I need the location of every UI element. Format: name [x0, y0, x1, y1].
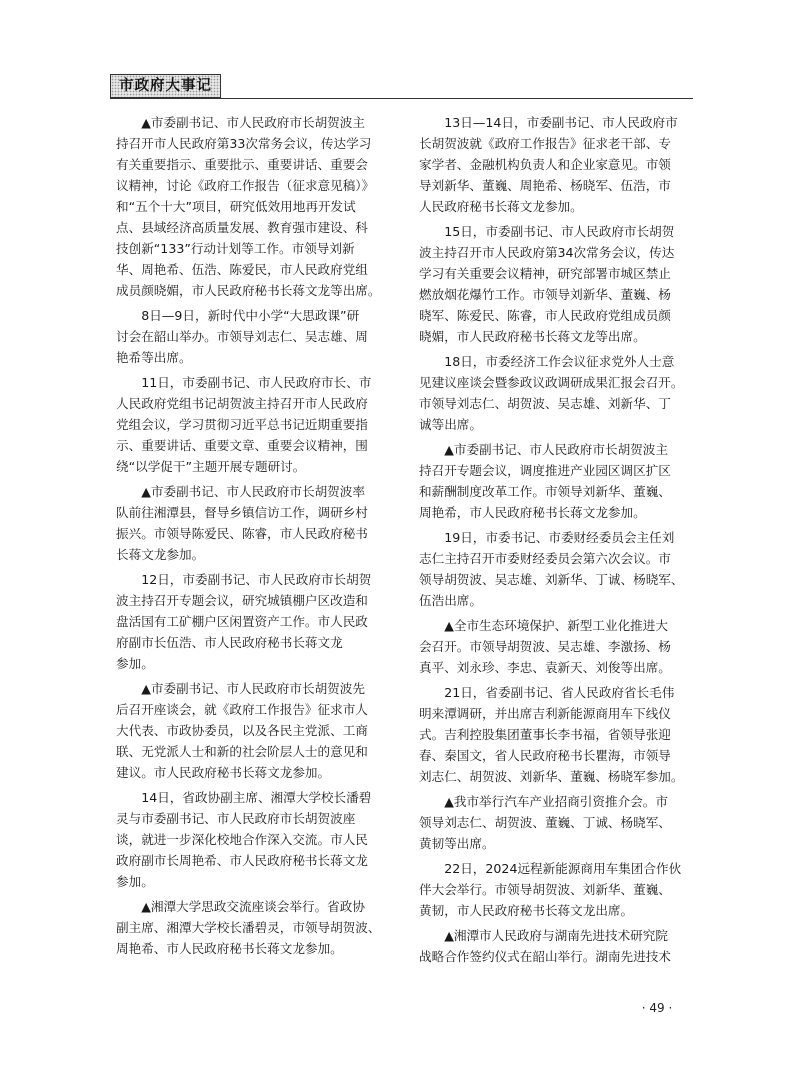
event-paragraph: ▲市委副书记、市人民政府市长胡贺波主 持召开专题会议，调度推进产业园区调区扩区 和薪酬制度改革工作。市领导刘新华、董巍、 周艳希，市人民政府秘书长蒋文龙参加。: [419, 442, 671, 520]
event-paragraph: 19日，市委书记、市委财经委员会主任刘 志仁主持召开市委财经委员会第六次会议。市 领导胡贺波、吴志雄、刘新华、丁诚、杨晓军、 伍浩出席。: [419, 530, 684, 608]
event-paragraph: 8日—9日，新时代中小学“大思政课”研 讨会在韶山举办。市领导刘志仁、吴志雄、周 艳希等出席。: [116, 308, 368, 365]
event-paragraph: 21日，省委副书记、省人民政府省长毛伟 明来潭调研，并出席吉利新能源商用车下线仪 式。吉利控股集团董事长李书福，省领导张迎 春、秦国文，省人民政府秘书长瞿海，市领导 刘志仁、胡贺波、刘新华、董巍、杨晓军参加。: [419, 685, 684, 784]
section-title: 市政府大事记: [110, 74, 221, 98]
page-number: · 49 ·: [641, 1001, 673, 1015]
event-paragraph: 22日，2024远程新能源商用车集团合作伙 伴大会举行。市领导胡贺波、刘新华、董巍、 黄韧，市人民政府秘书长蒋文龙出席。: [419, 861, 682, 918]
event-paragraph: ▲全市生态环境保护、新型工业化推进大 会召开。市领导胡贺波、吴志雄、李激扬、杨 真平、刘永珍、李忠、袁新天、刘俊等出席。: [419, 618, 671, 675]
event-paragraph: 11日，市委副书记、市人民政府市长、市 人民政府党组书记胡贺波主持召开市人民政府 党组会议，学习贯彻习近平总书记近期重要指 示、重要讲话、重要文章、重要会议精神，围 绕“以学促干”主题开展专题研讨。: [116, 375, 372, 474]
event-paragraph: ▲我市举行汽车产业招商引资推介会。市 领导刘志仁、胡贺波、董巍、丁诚、杨晓军、 黄韧等出席。: [419, 794, 671, 851]
event-paragraph: 14日，省政协副主席、湘潭大学校长潘碧 灵与市委副书记、市人民政府市长胡贺波座 谈，就进一步深化校地合作深入交流。市人民 政府副市长周艳希、市人民政府秘书长蒋文龙 参加。: [116, 790, 372, 889]
header-divider: [110, 98, 693, 99]
event-paragraph: 18日，市委经济工作会议征求党外人士意 见建议座谈会暨参政议政调研成果汇报会召开。 市领导刘志仁、胡贺波、吴志雄、刘新华、丁 诚等出席。: [419, 354, 684, 432]
right-column: [419, 112, 687, 971]
event-paragraph: 15日，市委副书记、市人民政府市长胡贺 波主持召开市人民政府第34次常务会议，传达 学习有关重要会议精神，研究部署市城区禁止 燃放烟花爆竹工作。市领导刘新华、董巍、杨 晓军、陈爱民、陈睿，市人民政府党组成员颜 晓媚，市人民政府秘书长蒋文龙等出席。: [419, 224, 675, 344]
left-column: [116, 112, 384, 963]
event-paragraph: ▲湘潭市人民政府与湖南先进技术研究院 战略合作签约仪式在韶山举行。湖南先进技术: [419, 928, 671, 964]
section-header: [110, 74, 693, 100]
event-paragraph: 12日，市委副书记、市人民政府市长胡贺 波主持召开专题会议，研究城镇棚户区改造和 盘活国有工矿棚户区闲置资产工作。市人民政 府副市长伍浩、市人民政府秘书长蒋文龙 参加。: [116, 572, 372, 671]
event-paragraph: ▲市委副书记、市人民政府市长胡贺波主 持召开市人民政府第33次常务会议，传达学习 有关重要指示、重要批示、重要讲话、重要会 议精神，讨论《政府工作报告（征求意见稿）》 和“五个十大”项目，研究低效用地再开发试 点、县域经济高质量发展、教育强市建设、科 技创新“133”行动计划等工作。市领导刘新 华、周艳希、伍浩、陈爱民，市人民政府党组 成员颜晓媚，市人民政府秘书长蒋文龙等出席。: [116, 115, 381, 298]
event-paragraph: 13日—14日，市委副书记、市人民政府市 长胡贺波就《政府工作报告》征求老干部、专 家学者、金融机构负责人和企业家意见。市领 导刘新华、董巍、周艳希、杨晓军、伍浩，市 人民政府秘书长蒋文龙参加。: [419, 115, 678, 214]
event-paragraph: ▲市委副书记、市人民政府市长胡贺波率 队前往湘潭县，督导乡镇信访工作，调研乡村 振兴。市领导陈爱民、陈睿，市人民政府秘书 长蒋文龙参加。: [116, 484, 368, 562]
event-paragraph: ▲市委副书记、市人民政府市长胡贺波先 后召开座谈会，就《政府工作报告》征求市人 大代表、市政协委员，以及各民主党派、工商 联、无党派人士和新的社会阶层人士的意见和 建议。市人民政府秘书长蒋文龙参加。: [116, 681, 368, 780]
event-paragraph: ▲湘潭大学思政交流座谈会举行。省政协 副主席、湘潭大学校长潘碧灵，市领导胡贺波、 周艳希、市人民政府秘书长蒋文龙参加。: [116, 899, 381, 956]
